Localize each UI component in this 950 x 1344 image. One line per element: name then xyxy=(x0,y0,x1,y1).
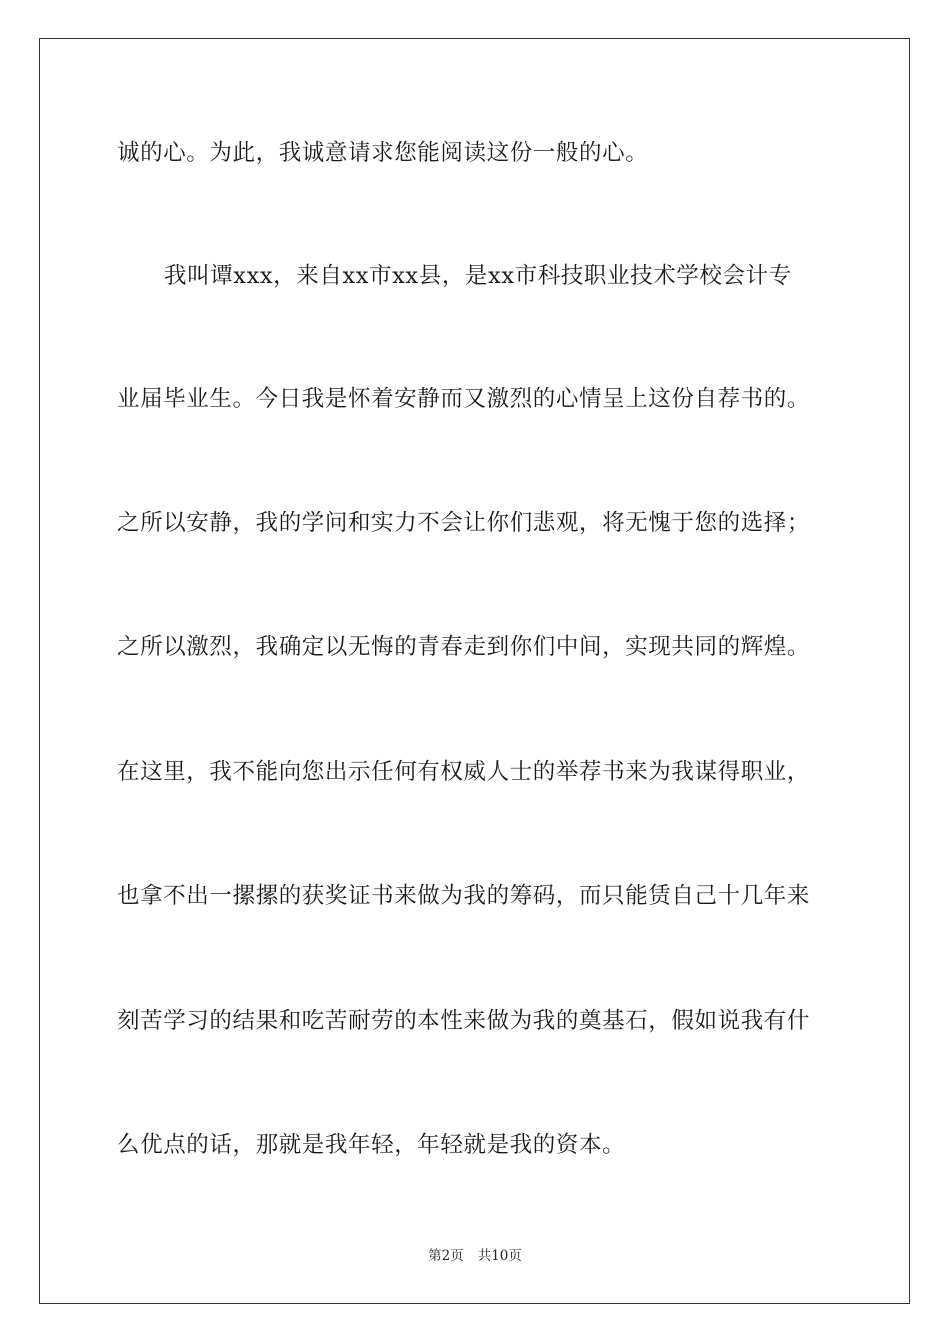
text-line: 在这里，我不能向您出示任何有权威人士的举荐书来为我谋得职业， xyxy=(117,759,811,785)
page-total: 共10页 xyxy=(477,1248,522,1264)
text-line: 之所以安静，我的学问和实力不会让你们悲观，将无愧于您的选择； xyxy=(117,510,811,536)
text-line: 刻苦学习的结果和吃苦耐劳的本性来做为我的奠基石，假如说我有什 xyxy=(117,1008,811,1034)
text-line: 么优点的话，那就是我年轻，年轻就是我的资本。 xyxy=(117,1132,626,1158)
text-line: 之所以激烈，我确定以无悔的青春走到你们中间，实现共同的辉煌。 xyxy=(117,634,811,660)
text-line: 业届毕业生。今日我是怀着安静而又激烈的心情呈上这份自荐书的。 xyxy=(117,386,811,412)
page-border xyxy=(39,38,910,1304)
text-line: 也拿不出一摞摞的获奖证书来做为我的筹码，而只能赁自己十几年来 xyxy=(117,883,811,909)
page-number: 第2页 xyxy=(428,1248,464,1264)
paragraph-first-line: 我叫谭xxx，来自xx市xx县，是xx市科技职业技术学校会计专 xyxy=(164,263,792,289)
text-line: 诚的心。为此，我诚意请求您能阅读这份一般的心。 xyxy=(117,140,649,166)
page-footer xyxy=(0,1247,950,1265)
